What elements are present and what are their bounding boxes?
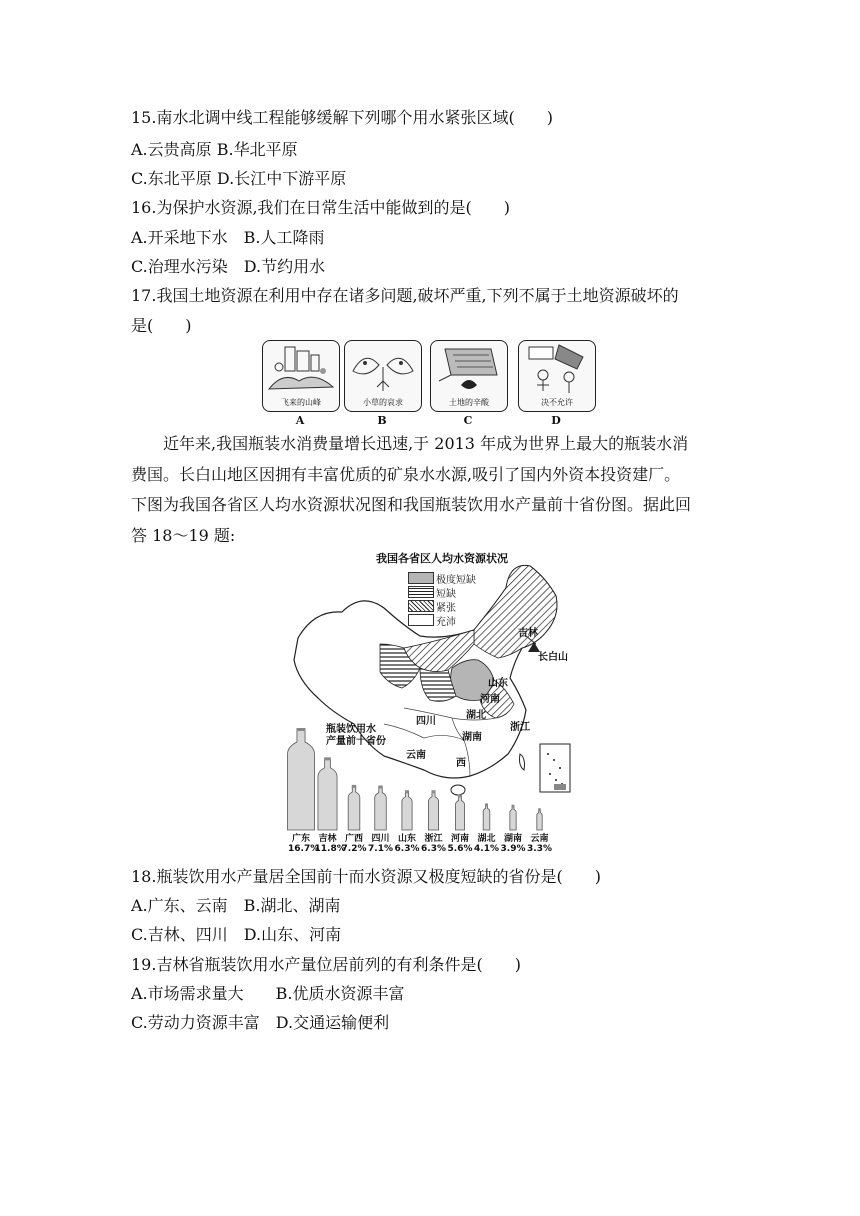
bottle-bar xyxy=(402,792,412,830)
q15-stem: 15.南水北调中线工程能够缓解下列哪个用水紧张区域( ) xyxy=(131,108,553,127)
hainan-island xyxy=(451,785,465,795)
label-guangxi-partial: 西 xyxy=(456,758,466,769)
cartoon-a-caption: 飞来的山峰 xyxy=(281,398,321,407)
bottle-label xyxy=(500,834,526,854)
bottle-value-label: 16.7% xyxy=(288,844,320,854)
label-changbaishan: 长白山 xyxy=(538,652,568,663)
bottle-province-label: 河南 xyxy=(450,834,469,844)
grass-plea-illustration xyxy=(345,341,421,397)
bottle-cap xyxy=(324,757,331,760)
bottle-title-line1: 瓶装饮用水 xyxy=(326,724,376,735)
bottle-bar xyxy=(288,730,315,830)
q19-options-ab: A.市场需求量大 B.优质水资源丰富 xyxy=(131,984,405,1003)
bottle-value-label: 7.2% xyxy=(341,844,367,854)
q17-stem-line1: 17.我国土地资源在利用中存在诸多问题,破坏严重,下列不属于土地资源破坏的 xyxy=(131,286,679,305)
bottle-cap xyxy=(296,728,305,731)
land-sorrow-illustration xyxy=(431,341,507,397)
q15-options-cd: C.东北平原 D.长江中下游平原 xyxy=(131,169,347,188)
bottle-bar xyxy=(348,787,360,830)
bottle-bar xyxy=(510,807,516,830)
q18-options-cd: C.吉林、四川 D.山东、河南 xyxy=(131,925,342,944)
cartoon-d xyxy=(518,340,596,412)
q18-stem: 18.瓶装饮用水产量居全国前十而水资源又极度短缺的省份是( ) xyxy=(131,867,601,886)
q18-options-ab: A.广东、云南 B.湖北、湖南 xyxy=(131,896,341,915)
bottle-cap xyxy=(405,790,409,793)
bottle-province-label: 广东 xyxy=(291,834,310,844)
bottle-label xyxy=(368,834,394,854)
bottle-province-label: 云南 xyxy=(530,834,549,844)
legend-extreme-shortage xyxy=(408,572,508,584)
legend-label: 紧张 xyxy=(436,603,456,614)
bottle-label xyxy=(288,834,320,854)
bottle-label xyxy=(527,834,553,854)
cartoon-b xyxy=(344,340,422,412)
bottle-province-label: 湖北 xyxy=(477,834,496,844)
bottle-value-label: 3.3% xyxy=(527,844,552,854)
cartoon-c-caption: 土地的辛酸 xyxy=(449,398,489,407)
passage-line-2: 费国。长白山地区因拥有丰富优质的矿泉水水源,吸引了国内外资本投资建厂。 xyxy=(131,464,681,484)
bottle-province-label: 湖南 xyxy=(503,834,522,844)
legend-swatch-diagonal xyxy=(408,600,434,612)
bottle-value-label: 6.3% xyxy=(394,844,420,854)
bottle-province-label: 广西 xyxy=(344,834,363,844)
bottle-value-label: 4.1% xyxy=(474,844,499,854)
passage-line-3: 下图为我国各省区人均水资源状况图和我国瓶装饮用水产量前十省份图。据此回 xyxy=(131,495,692,514)
bottle-cap xyxy=(431,790,435,793)
label-hubei: 湖北 xyxy=(466,710,486,721)
bottle-cap xyxy=(485,803,488,806)
legend-tense xyxy=(408,600,508,612)
label-sichuan: 四川 xyxy=(416,716,436,727)
bottle-province-label: 浙江 xyxy=(424,834,443,844)
map-title: 我国各省区人均水资源状况 xyxy=(376,552,508,565)
bottle-value-label: 3.9% xyxy=(500,844,526,854)
q16-stem: 16.为保护水资源,我们在日常生活中能做到的是( ) xyxy=(131,198,511,217)
bottle-value-label: 5.6% xyxy=(447,844,473,854)
label-hunan: 湖南 xyxy=(462,732,482,743)
passage-line-4: 答 18～19 题: xyxy=(131,525,236,545)
cartoon-a-letter: A xyxy=(295,414,305,427)
bottle-province-label: 吉林 xyxy=(318,834,337,844)
passage-line-1: 近年来,我国瓶装水消费量增长迅速,于 2013 年成为世界上最大的瓶装水消 xyxy=(163,434,689,453)
q19-stem: 19.吉林省瓶装饮用水产量位居前列的有利条件是( ) xyxy=(131,955,521,974)
q16-options-cd: C.治理水污染 D.节约用水 xyxy=(131,257,326,276)
bottle-bar xyxy=(537,810,542,830)
bottle-label xyxy=(394,834,420,854)
cartoon-a xyxy=(262,340,340,412)
bottle-label xyxy=(341,834,367,854)
q15-options-ab: A.云贵高原 B.华北平原 xyxy=(131,140,298,159)
bottle-label xyxy=(447,834,473,854)
label-jilin: 吉林 xyxy=(518,628,538,639)
label-henan: 河南 xyxy=(480,694,500,705)
q19-options-cd: C.劳动力资源丰富 D.交通运输便利 xyxy=(131,1013,390,1032)
legend-swatch-gray xyxy=(408,572,434,584)
legend-label: 短缺 xyxy=(436,589,456,600)
bottle-chart-title xyxy=(326,724,386,748)
bottle-cap xyxy=(378,785,382,788)
bottle-label xyxy=(421,834,447,854)
bottle-province-label: 四川 xyxy=(371,834,390,844)
bottle-cap xyxy=(458,794,462,797)
cartoon-c-letter: C xyxy=(463,414,473,427)
bottle-label xyxy=(314,834,346,854)
bottle-cap xyxy=(538,808,541,811)
q16-options-ab: A.开采地下水 B.人工降雨 xyxy=(131,228,325,247)
legend-label: 充沛 xyxy=(436,617,456,628)
q17-cartoon-options xyxy=(262,340,598,430)
flying-mountain-illustration xyxy=(263,341,339,397)
cartoon-d-letter: D xyxy=(551,414,561,427)
q17-stem-line2: 是( ) xyxy=(131,316,192,335)
bottle-value-label: 6.3% xyxy=(421,844,446,854)
bottle-bar xyxy=(375,787,386,830)
bottle-value-label: 11.8% xyxy=(314,844,346,854)
bottle-cap xyxy=(512,805,515,808)
bottle-bar xyxy=(428,792,438,830)
legend-abundant xyxy=(408,614,508,626)
water-resource-figure xyxy=(284,548,584,860)
cartoon-c xyxy=(430,340,508,412)
taiwan-island xyxy=(520,754,525,770)
bottle-label xyxy=(474,834,500,854)
bottle-cap xyxy=(352,785,356,788)
legend-swatch-horizontal xyxy=(408,586,434,598)
bottle-bar xyxy=(455,796,464,830)
legend-label: 极度短缺 xyxy=(436,575,476,586)
label-shandong: 山东 xyxy=(488,678,508,689)
bottle-bar xyxy=(318,759,337,830)
label-yunnan: 云南 xyxy=(406,750,426,761)
cartoon-b-letter: B xyxy=(377,414,387,427)
bottle-province-label: 山东 xyxy=(397,834,416,844)
label-zhejiang: 浙江 xyxy=(510,722,530,733)
passage xyxy=(131,429,731,551)
legend-swatch-white xyxy=(408,614,434,626)
never-allow-illustration xyxy=(519,341,595,397)
cartoon-d-caption: 决不允许 xyxy=(541,398,573,407)
bottle-bar xyxy=(483,805,490,830)
bottle-value-label: 7.1% xyxy=(368,844,393,854)
bottle-title-line2: 产量前十省份 xyxy=(326,736,386,747)
legend-shortage xyxy=(408,586,508,598)
cartoon-b-caption: 小草的哀求 xyxy=(363,398,403,407)
